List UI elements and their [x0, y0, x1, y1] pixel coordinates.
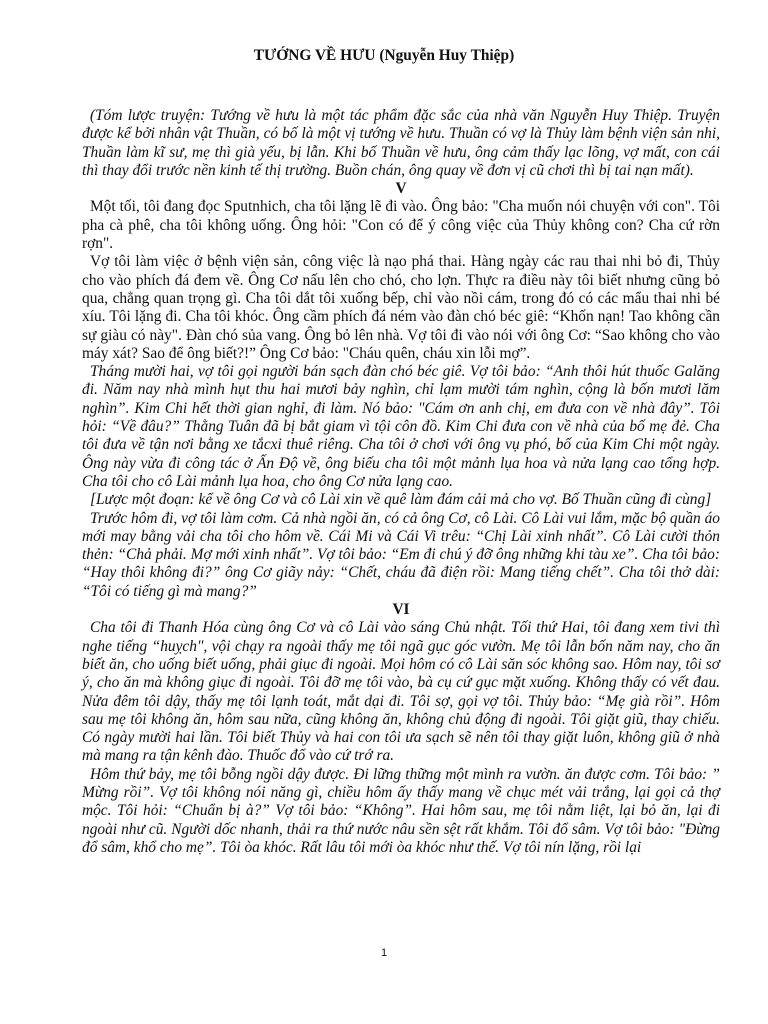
- summary-paragraph: (Tóm lược truyện: Tướng về hưu là một tác phẩm đặc sắc của nhà văn Nguyễn Huy Thiệp. Truyện được kể bởi nhân vật Thuần, có bố là một vị tướng về hưu. Thuần có vợ là Thủy làm bệnh viện sản nhi, Thuần làm kĩ sư, mẹ thì già yếu, bị lẫn. Khi bố Thuần về hưu, ông cảm thấy lạc lõng, vợ mất, con cái thì thay đổi trước nền kinh tế thị trường. Buồn chán, ông quay về đơn vị cũ chơi thì bị tai nạn mất).: [82, 107, 720, 179]
- paragraph-6: Cha tôi đi Thanh Hóa cùng ông Cơ và cô Lài vào sáng Chủ nhật. Tối thứ Hai, tôi đang xem tivi thì nghe tiếng “huỵch", vội chạy ra ngoài thấy mẹ tôi ngã gục góc vườn. Mẹ tôi lẫn bốn năm nay, cho ăn biết ăn, cho uống biết uống, phải giục đi ngoài. Mọi hôm có cô Lài săn sóc không sao. Hôm nay, tôi sơ ý, cho ăn mà không giục đi ngoài. Tôi đỡ mẹ tôi vào, bà cụ cứ gục mặt xuống. Không thấy có vết đau. Nửa đêm tôi dậy, thấy mẹ tôi lạnh toát, mắt dại đi. Tôi sợ, gọi vợ tôi. Thủy bảo: “Mẹ già rồi”. Hôm sau mẹ tôi không ăn, hôm sau nữa, cũng không ăn, không chủ động đi ngoài. Tôi giặt giũ, thay chiếu. Có ngày mười hai lần. Tôi biết Thủy và hai con tôi ưa sạch sẽ nên tôi thay giặt luôn, không giũ ở nhà mà mang ra tận kênh đào. Thuốc đổ vào cứ trớ ra.: [82, 619, 720, 765]
- paragraph-7: Hôm thứ bảy, mẹ tôi bỗng ngồi dậy được. Đi lững thững một mình ra vườn. ăn được cơm. Tôi bảo: ” Mừng rồi”. Vợ tôi không nói năng gì, chiều hôm ấy thấy mang về chục mét vải trắng, lại gọi cả thợ mộc. Tôi hỏi: “Chuẩn bị à?” Vợ tôi bảo: “Không”. Hai hôm sau, mẹ tôi nằm liệt, lại bỏ ăn, lại đi ngoài như cũ. Người dốc nhanh, thải ra thứ nước nâu sền sệt rất khắm. Tôi đổ sâm. Vợ tôi bảo: "Đừng đổ sâm, khổ cho mẹ”. Tôi òa khóc. Rất lâu tôi mới òa khóc như thế. Vợ tôi nín lặng, rồi lại: [82, 765, 720, 856]
- paragraph-2: Vợ tôi làm việc ở bệnh viện sản, công việc là nạo phá thai. Hàng ngày các rau thai nhi bỏ đi, Thủy cho vào phích đá đem về. Ông Cơ nấu lên cho chó, cho lợn. Thực ra điều này tôi biết nhưng cũng bỏ qua, chẳng quan trọng gì. Cha tôi dắt tôi xuống bếp, chỉ vào nồi cám, trong đó có các mẩu thai nhi bé xíu. Tôi lặng đi. Cha tôi khóc. Ông cầm phích đá ném vào đàn chó béc giê: “Khốn nạn! Tao không cần sự giàu có này". Đàn chó sủa vang. Ông bỏ lên nhà. Vợ tôi đi vào nói với ông Cơ: “Sao không cho vào máy xát? Sao để ông biết?!” Ông Cơ bảo: "Cháu quên, cháu xin lỗi mợ”.: [82, 253, 720, 362]
- omission-note: [Lược một đoạn: kể về ông Cơ và cô Lài xin về quê làm đám cải mả cho vợ. Bố Thuần cũng đi cùng]: [90, 491, 712, 509]
- page-number: 1: [380, 947, 388, 959]
- paragraph-1: Một tối, tôi đang đọc Sputnhich, cha tôi lặng lẽ đi vào. Ông bảo: "Cha muốn nói chuyện với con". Tôi pha cà phê, cha tôi không uống. Ông hỏi: "Con có để ý công việc của Thủy không con? Cha cứ rờn rợn".: [82, 198, 720, 253]
- chapter-heading-v: V: [395, 180, 407, 198]
- document-body: [82, 107, 720, 857]
- chapter-heading-vi: VI: [392, 601, 410, 619]
- paragraph-5: Trước hôm đi, vợ tôi làm cơm. Cả nhà ngồi ăn, có cả ông Cơ, cô Lài. Cô Lài vui lắm, mặc bộ quần áo mới may bằng vải cha tôi cho hôm về. Cái Mi và Cái Vi trêu: “Chị Lài xinh nhất”. Cô Lài cười thỏn thẻn: “Chả phải. Mợ mới xinh nhất”. Vợ tôi bảo: “Em đi chú ý đỡ ông những khi tàu xe”. Cha tôi bảo: “Hay thôi không đi?” ông Cơ giãy nảy: “Chết, cháu đã điện rồi: Mang tiếng chết”. Cha tôi thở dài: “Tôi có tiếng gì mà mang?”: [82, 509, 720, 600]
- page-title: TƯỚNG VỀ HƯU (Nguyễn Huy Thiệp): [253, 47, 515, 64]
- paragraph-3: Tháng mười hai, vợ tôi gọi người bán sạch đàn chó béc giê. Vợ tôi bảo: “Anh thôi hút thuốc Galăng đi. Năm nay nhà mình hụt thu hai mươi bảy nghìn, chỉ lạm mười tám nghìn, cộng là bốn mươi lăm nghìn”. Kim Chi hết thời gian nghỉ, đi làm. Nó bảo: "Cám ơn anh chị, em đưa con về nhà đây”. Tôi hỏi: “Về đâu?” Thằng Tuân đã bị bắt giam vì tội côn đồ. Kim Chi đưa con về nhà của bố mẹ đẻ. Cha tôi đưa về tận nơi bằng xe tắcxi thuê riêng. Cha tôi ở chơi với ông vụ phó, bố của Kim Chi một ngày. Ông này vừa đi công tác ở Ấn Độ về, ông biếu cha tôi một mảnh lụa hoa và nửa lạng cao tổng hợp. Cha tôi cho cô Lài mảnh lụa hoa, cho ông Cơ nửa lạng cao.: [82, 363, 720, 490]
